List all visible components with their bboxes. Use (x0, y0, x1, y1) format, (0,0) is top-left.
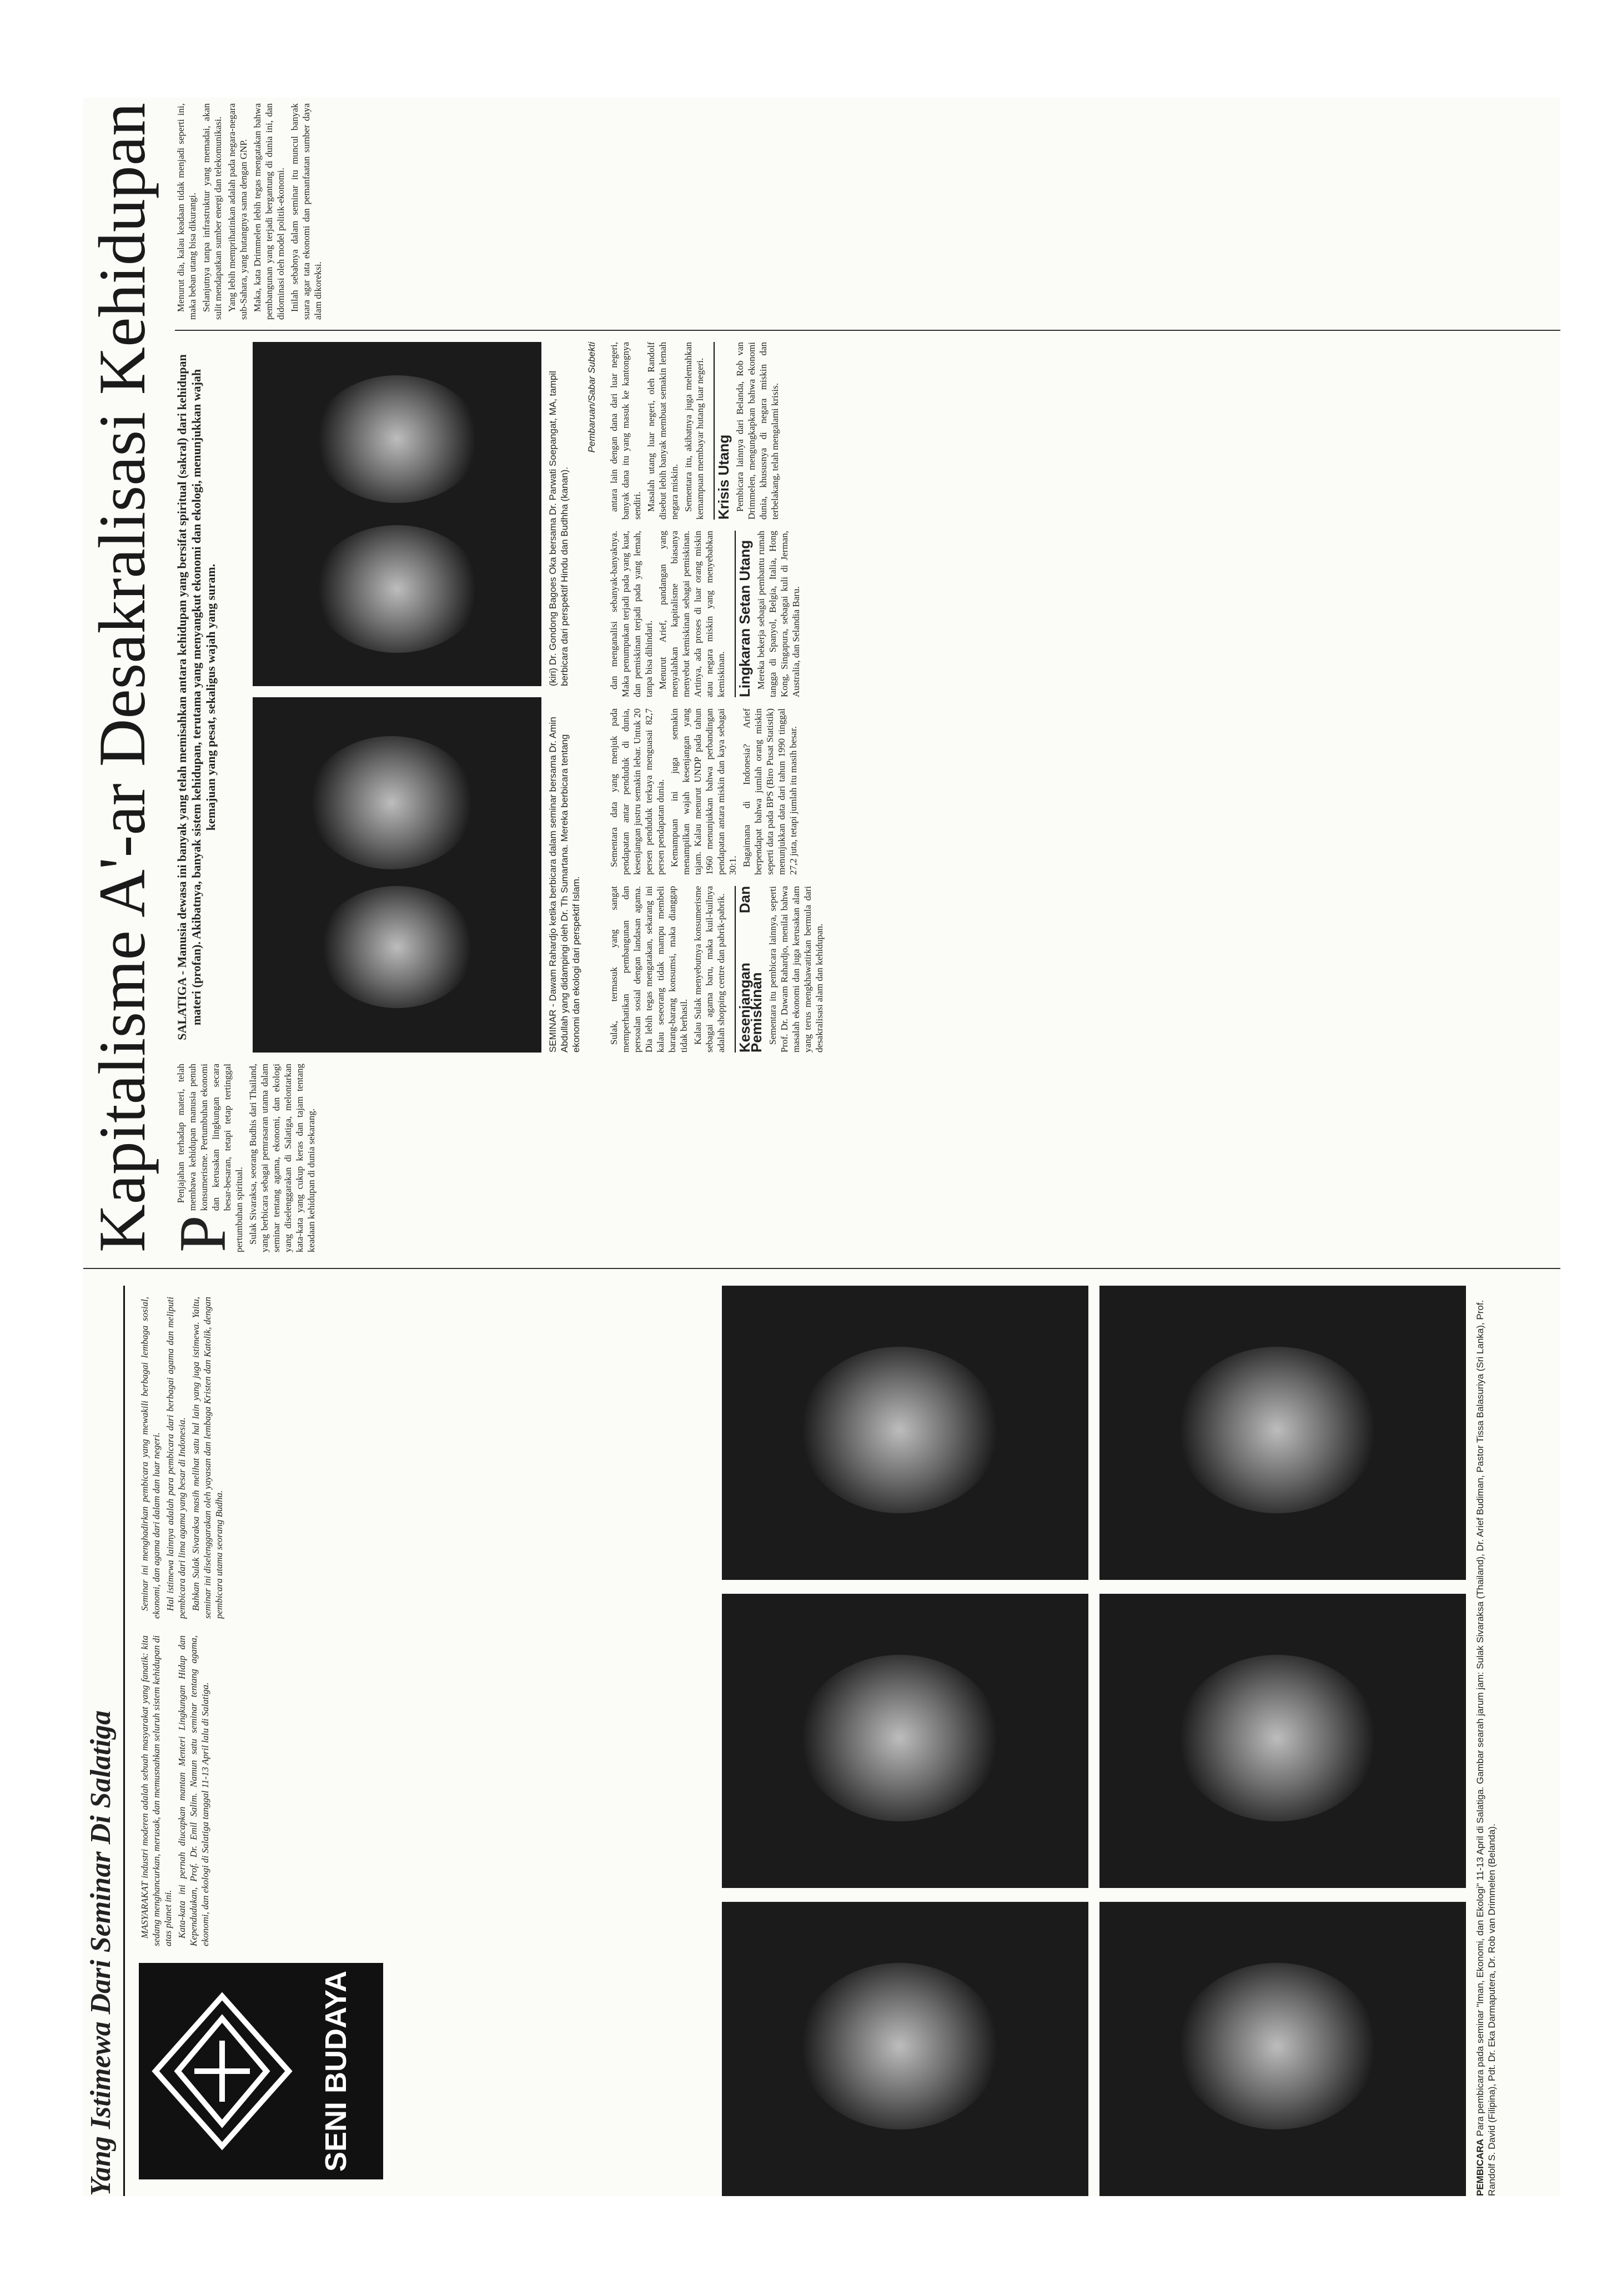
main-para: Selanjutnya tanpa infrastruktur yang memadai, akan sulit mendapatkan sumber energi dan telekomunikasi. (201, 103, 223, 320)
newspaper-page (83, 98, 1560, 2196)
speaker-photo (722, 1902, 1088, 2196)
speaker-photo (1099, 1594, 1466, 1888)
left-article-title: Yang Istimewa Dari Seminar Di Salatiga (85, 1710, 117, 2196)
drop-cap: P (165, 1215, 239, 1252)
caption-text: Para pembicara pada seminar "Iman, Ekonomi, dan Ekologi" 11-13 April di Salatiga. Gambar searah jarum jam: Sulak Sivaraksa (Thailand), Dr. Arief Budiman, Pastor Tissa Balasuriya (Sri Lanka), Prof. Randolf S. David (Filipina), Pdt. Dr. Eka Darmaputera, Dr. Rob van Drimmelen (Belanda). (1475, 1300, 1497, 2196)
main-para: dan menganalisi sebanyak-banyaknya. Maka penumpukan terjadi pada yang kuat, dan pemiskinan terjadi pada yang lemah, tanpa bisa dihindari. (609, 531, 654, 697)
speaker-photo-grid (722, 1286, 1466, 2196)
main-para: Sementara itu, akibatnya juga melemahkan kemampuan membayar hutang luar negeri. (683, 342, 705, 520)
speaker-photo (722, 1594, 1088, 1888)
seni-budaya-logo (139, 1963, 383, 2179)
main-para: Masalah utang luar negeri, oleh Randolf disebut lebih banyak membuat semakin lemah negara miskin. (646, 342, 680, 520)
main-col-1 (165, 1064, 936, 1252)
left-title-rule (123, 1286, 125, 2196)
main-para: Maka, kata Drimmelen lebih tegas mengatakan bahwa pembangunan yang terjadi bergantung di dunia ini, dan didominasi oleh model politik-ekonomi. (252, 103, 286, 320)
photo-1-caption: SEMINAR - Dawam Rahardjo ketika berbicara dalam seminar bersama Dr. Amin Abdullah yang didampingi oleh Dr. Th Sumartana. Mereka berbicara tentang ekonomi dan ekologi dari perspektif Islam. (548, 717, 581, 1053)
subhead-lingkaran: Lingkaran Setan Utang (735, 531, 751, 697)
left-para: Hal istimewa lainnya adalah para pembicara dari berbagai agama dan meliputi pembicara dari lima agama yang besar di Indonesia. (165, 1297, 187, 1619)
main-lead: SALATIGA - Manusia dewasa ini banyak yang telah memisahkan antara kehidupan yang bersifat spiritual (sakral) dari kehidupan materi (profan). Akibatnya, banyak sistem kehidupan, terutama yang menyangkut ekonomi dan ekologi, menunjukkan wajah kemajuan yang pesat, sekaligus wajah yang suram. (175, 354, 218, 1040)
main-para: Yang lebih memprihatinkan adalah pada negara-negara sub-Sahara, yang hutangnya sama dengan GNP. (227, 103, 249, 320)
left-para: Seminar ini menghadirkan pembicara yang mewakili berbagai lembaga sosial, ekonomi, dan agama dari dalam dan luar negeri. (139, 1297, 162, 1619)
main-para: Sulak, termasuk yang sangat memperhatikan pembangunan dan persoalan sosial dengan landasan agama. Dia lebih tegas mengatakan, sekarang ini kalau seseorang tidak mampu membeli barang-barang konsumsi, maka dianggap tidak berhasil. (609, 886, 689, 1053)
main-col-5 (608, 342, 1552, 520)
main-para: Penjajahan terhadap materi, telah membawa kehidupan manusia penuh konsumerisme. Pertumbuhan ekonomi dan kerusakan lingkungan secara besar-besaran, tetapi tetap tertinggal pertumbuhan spiritual. (175, 1064, 244, 1252)
seminar-photo-2 (253, 342, 541, 686)
photo-2-credit: Pembaruan/Sabar Subekti (586, 342, 597, 453)
speaker-photo (1099, 1286, 1466, 1580)
speaker-photo (722, 1286, 1088, 1580)
speaker-photo (1099, 1902, 1466, 2196)
caption-label: PEMBICARA (1475, 2139, 1485, 2196)
photo-strip-caption (1474, 1286, 1552, 2196)
left-para: Kata-kata ini pernah diucapkan mantan Menteri Lingkungan Hidup dan Kependudukan, Prof. Dr. Emil Salim. Namun satu seminar tentang agama, ekonomi, dan ekologi di Salatiga tanggal 11-13 April lalu di Salatiga. (177, 1635, 210, 1946)
main-para: Sementara data yang menjuk pada pendapatan antar penduduk di dunia, kesenjangan justru semakin lebar. Untuk 20 persen penduduk terkaya menguasai 82,7 persen pendapatan dunia. (609, 708, 666, 875)
left-article-col-1 (139, 1635, 700, 1946)
seni-budaya-label: SENI BUDAYA (319, 1970, 353, 2172)
main-para: antara lain dengan dana dari luar negeri, banyak dana itu yang masuk ke kantongnya sendiri. (609, 342, 642, 520)
main-para: Sementara itu pembicara lainnya, seperti Prof. Dr. Dawam Rahardjo, menilai bahwa masalah ekonomi dan juga kerusakan alam yang terus mengkhawatirkan bermula dari desakralisasi alam dan kehidupan. (767, 886, 825, 1053)
main-para: Kalau Sulak menyebutnya konsumerisme sebagai agama baru, maka kuil-kuilnya adalah shopping centre dan pabrik-pabrik. (692, 886, 726, 1053)
left-para: Bahkan Sulak Sivaraksa masih melihat satu hal lain yang juga istimewa. Yaitu, seminar ini diselenggarakan oleh yayasan dan lembaga Kristen dan Katolik, dengan pembicara utama seorang Budha. (190, 1297, 224, 1619)
photo-2-caption: (kiri) Dr. Gondong Bagoes Oka bersama Dr. Parwati Soepangat, MA, tampil berbicara dari perspektif Hindu dan Budhha (kanan). (548, 371, 570, 686)
main-para: Sulak Sivaraksa, seorang Budhis dari Thailand, yang berbicara sebagai pemrasaran utama dalam seminar tentang agama, ekonomi, dan ekologi yang diselenggarakan di Salatiga, melontarkan kata-kata yang cukup keras dan tajam tentang keadaan kehidupan di dunia sekarang. (248, 1064, 317, 1252)
main-para: Pembicara lainnya dari Belanda, Rob van Drimmelen, mengungkapkan bahwa ekonomi dunia, khususnya di negara miskin dan terbelakang, telah mengalami krisis. (735, 342, 780, 520)
subhead-krisis: Krisis Utang (714, 342, 730, 520)
main-col-6 (175, 103, 1552, 320)
main-para: Inilah sebabnya dalam seminar itu muncul banyak suara agar tata ekonomi dan pemanfaatan sumber daya alam dikoreksi. (289, 103, 323, 320)
subhead-kesenjangan: Kesenjangan Dan Pemiskinan (735, 886, 762, 1053)
main-article-title: Kapitalisme A'‑ar Desakralisasi Kehidupan (85, 103, 159, 1252)
seminar-photo-1 (253, 697, 541, 1053)
left-para: MASYARAKAT industri moderen adalah sebuah masyarakat yang fanatik: kita sedang menghancurkan, merusak, dan memusnahkan seluruh sistem kehidupan di atas planet ini. (139, 1635, 173, 1946)
main-para: Kemampuan ini juga semakin menampilkan wajah kesenjangan yang tajam. Kalau menurut UNDP pada tahun 1960 menunjukkan bahwa perbandingan pendapatan antara miskin dan kaya sebagai 30:1. (669, 708, 738, 875)
column-divider (83, 1268, 1560, 1269)
main-col-2 (608, 886, 1552, 1053)
main-para: Mereka bekerja sebagai pembantu rumah tangga di Spanyol, Belgia, Italia, Hong Kong, Singapura, sebagai kuli di Jerman, Australia, dan Selandia Baru. (756, 531, 801, 697)
left-article-col-2 (139, 1297, 700, 1619)
main-para: Menurut Arief, pandangan yang menyalahkan kapitalisme biasanya menyebut kemiskinan sebagai pemiskinan. Artinya, ada proses di luar orang miskin atau negara miskin yang menyebabkan kemiskinan. (657, 531, 726, 697)
main-col-4 (608, 531, 1552, 697)
main-para: Bagaimana di Indonesia? Arief berpendapat bahwa jumlah orang miskin seperti data pada BPS (Biro Pusat Statistik) menunjukkan data dari tahun 1990 tinggal 27,2 juta, tetapi jumlah itu masih besar. (741, 708, 799, 875)
main-para: Menurut dia, kalau keadaan tidak menjadi seperti ini, maka beban utang bisa dikurangi. (175, 103, 198, 320)
ornament-icon (139, 1963, 305, 2179)
main-col-3 (608, 708, 1552, 875)
column-divider (175, 330, 1560, 331)
